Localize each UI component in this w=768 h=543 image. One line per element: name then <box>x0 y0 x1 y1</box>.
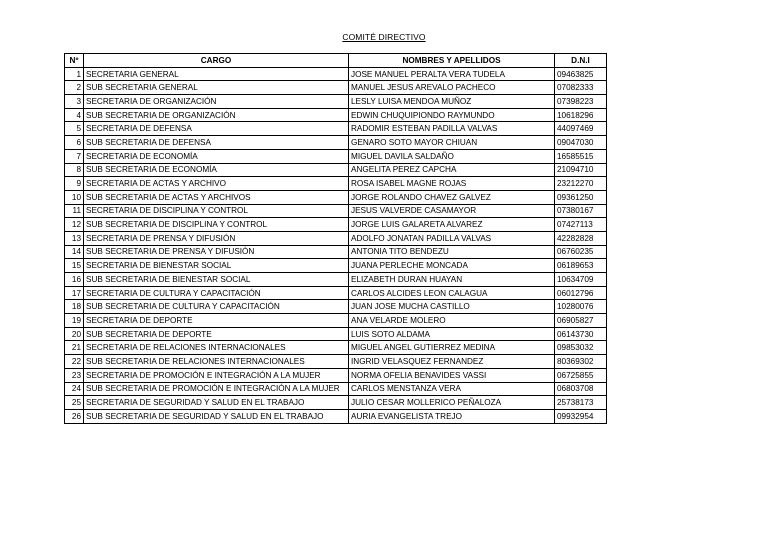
dni-cell: 09853032 <box>555 341 607 355</box>
nombres-cell: CARLOS MENSTANZA VERA <box>349 382 555 396</box>
dni-cell: 06189653 <box>555 259 607 273</box>
nombres-cell: ELIZABETH DURAN HUAYAN <box>349 273 555 287</box>
cargo-cell: SUB SECRETARIA DE DEPORTE <box>84 327 349 341</box>
dni-cell: 06760235 <box>555 245 607 259</box>
cargo-cell: SUB SECRETARIA DE PROMOCIÓN E INTEGRACIÓN A LA MUJER <box>84 382 349 396</box>
table-row <box>65 259 607 273</box>
nombres-cell: INGRID VELASQUEZ FERNANDEZ <box>349 355 555 369</box>
row-number: 7 <box>65 149 84 163</box>
table-row <box>65 327 607 341</box>
cargo-cell: SECRETARIA DE ECONOMÍA <box>84 149 349 163</box>
nombres-cell: JESUS VALVERDE CASAMAYOR <box>349 204 555 218</box>
dni-cell: 06905827 <box>555 314 607 328</box>
nombres-cell: MIGUEL ANGEL GUTIERREZ MEDINA <box>349 341 555 355</box>
row-number: 11 <box>65 204 84 218</box>
row-number: 22 <box>65 355 84 369</box>
cargo-cell: SECRETARIA GENERAL <box>84 67 349 81</box>
dni-cell: 10280076 <box>555 300 607 314</box>
dni-cell: 06725855 <box>555 368 607 382</box>
row-number: 23 <box>65 368 84 382</box>
cargo-cell: SECRETARIA DE BIENESTAR SOCIAL <box>84 259 349 273</box>
cargo-cell: SECRETARIA DE SEGURIDAD Y SALUD EN EL TRABAJO <box>84 396 349 410</box>
cargo-cell: SUB SECRETARIA DE DISCIPLINA Y CONTROL <box>84 218 349 232</box>
table-row <box>65 341 607 355</box>
dni-cell: 06143730 <box>555 327 607 341</box>
table-row <box>65 273 607 287</box>
nombres-cell: GENARO SOTO MAYOR CHIUAN <box>349 136 555 150</box>
row-number: 5 <box>65 122 84 136</box>
dni-cell: 09463825 <box>555 67 607 81</box>
dni-cell: 21094710 <box>555 163 607 177</box>
dni-cell: 06012796 <box>555 286 607 300</box>
dni-cell: 10634709 <box>555 273 607 287</box>
nombres-cell: ANA VELARDE MOLERO <box>349 314 555 328</box>
row-number: 14 <box>65 245 84 259</box>
cargo-cell: SECRETARIA DE ACTAS Y ARCHIVO <box>84 177 349 191</box>
dni-cell: 10618296 <box>555 108 607 122</box>
cargo-cell: SECRETARIA DE ORGANIZACIÓN <box>84 95 349 109</box>
table-row <box>65 409 607 423</box>
cargo-cell: SUB SECRETARIA DE ACTAS Y ARCHIVOS <box>84 190 349 204</box>
table-row <box>65 108 607 122</box>
row-number: 24 <box>65 382 84 396</box>
row-number: 15 <box>65 259 84 273</box>
row-number: 17 <box>65 286 84 300</box>
cargo-cell: SECRETARIA DE DEPORTE <box>84 314 349 328</box>
row-number: 3 <box>65 95 84 109</box>
nombres-cell: LUIS SOTO ALDAMA <box>349 327 555 341</box>
row-number: 16 <box>65 273 84 287</box>
table-row <box>65 286 607 300</box>
nombres-cell: JORGE LUIS GALARETA ALVAREZ <box>349 218 555 232</box>
row-number: 6 <box>65 136 84 150</box>
dni-cell: 23212270 <box>555 177 607 191</box>
row-number: 4 <box>65 108 84 122</box>
nombres-cell: ANGELITA PEREZ CAPCHA <box>349 163 555 177</box>
cargo-cell: SUB SECRETARIA DE SEGURIDAD Y SALUD EN EL TRABAJO <box>84 409 349 423</box>
table-row <box>65 314 607 328</box>
cargo-cell: SECRETARIA DE PROMOCIÓN E INTEGRACIÓN A LA MUJER <box>84 368 349 382</box>
nombres-cell: JUAN JOSE MUCHA CASTILLO <box>349 300 555 314</box>
nombres-cell: MANUEL JESUS AREVALO PACHECO <box>349 81 555 95</box>
row-number: 19 <box>65 314 84 328</box>
table-row <box>65 368 607 382</box>
nombres-cell: MIGUEL DAVILA SALDAÑO <box>349 149 555 163</box>
cargo-cell: SUB SECRETARIA DE DEFENSA <box>84 136 349 150</box>
dni-cell: 07427113 <box>555 218 607 232</box>
cargo-cell: SECRETARIA DE RELACIONES INTERNACIONALES <box>84 341 349 355</box>
cargo-cell: SUB SECRETARIA GENERAL <box>84 81 349 95</box>
nombres-cell: JULIO CESAR MOLLERICO PEÑALOZA <box>349 396 555 410</box>
row-number: 1 <box>65 67 84 81</box>
row-number: 13 <box>65 231 84 245</box>
table-row <box>65 300 607 314</box>
nombres-cell: LESLY LUISA MENDOA MUÑOZ <box>349 95 555 109</box>
header-num: Nº <box>65 54 84 68</box>
cargo-cell: SUB SECRETARIA DE PRENSA Y DIFUSIÓN <box>84 245 349 259</box>
row-number: 10 <box>65 190 84 204</box>
row-number: 2 <box>65 81 84 95</box>
cargo-cell: SUB SECRETARIA DE RELACIONES INTERNACIONALES <box>84 355 349 369</box>
nombres-cell: JORGE ROLANDO CHAVEZ GALVEZ <box>349 190 555 204</box>
nombres-cell: ANTONIA TITO BENDEZU <box>349 245 555 259</box>
table-row <box>65 163 607 177</box>
cargo-cell: SUB SECRETARIA DE CULTURA Y CAPACITACIÓN <box>84 300 349 314</box>
nombres-cell: NORMA OFELIA BENAVIDES VASSI <box>349 368 555 382</box>
nombres-cell: RADOMIR ESTEBAN PADILLA VALVAS <box>349 122 555 136</box>
dni-cell: 09047030 <box>555 136 607 150</box>
dni-cell: 16585515 <box>555 149 607 163</box>
dni-cell: 44097469 <box>555 122 607 136</box>
nombres-cell: AURIA EVANGELISTA TREJO <box>349 409 555 423</box>
row-number: 12 <box>65 218 84 232</box>
dni-cell: 09932954 <box>555 409 607 423</box>
table-row <box>65 122 607 136</box>
table-row <box>65 204 607 218</box>
dni-cell: 25738173 <box>555 396 607 410</box>
table-row <box>65 190 607 204</box>
table-row <box>65 81 607 95</box>
row-number: 21 <box>65 341 84 355</box>
cargo-cell: SUB SECRETARIA DE BIENESTAR SOCIAL <box>84 273 349 287</box>
row-number: 25 <box>65 396 84 410</box>
dni-cell: 09361250 <box>555 190 607 204</box>
nombres-cell: JOSE MANUEL PERALTA VERA TUDELA <box>349 67 555 81</box>
table-row <box>65 355 607 369</box>
table-row <box>65 95 607 109</box>
table-row <box>65 218 607 232</box>
table-row <box>65 231 607 245</box>
row-number: 8 <box>65 163 84 177</box>
table-row <box>65 136 607 150</box>
cargo-cell: SUB SECRETARIA DE ECONOMÍA <box>84 163 349 177</box>
table-header-row <box>65 54 607 68</box>
row-number: 18 <box>65 300 84 314</box>
table-row <box>65 149 607 163</box>
cargo-cell: SECRETARIA DE DISCIPLINA Y CONTROL <box>84 204 349 218</box>
dni-cell: 06803708 <box>555 382 607 396</box>
dni-cell: 42282828 <box>555 231 607 245</box>
nombres-cell: EDWIN CHUQUIPIONDO RAYMUNDO <box>349 108 555 122</box>
nombres-cell: ADOLFO JONATAN PADILLA VALVAS <box>349 231 555 245</box>
dni-cell: 07380167 <box>555 204 607 218</box>
cargo-cell: SUB SECRETARIA DE ORGANIZACIÓN <box>84 108 349 122</box>
table-row <box>65 382 607 396</box>
page-title: COMITÉ DIRECTIVO <box>342 32 426 42</box>
dni-cell: 07398223 <box>555 95 607 109</box>
dni-cell: 07082333 <box>555 81 607 95</box>
cargo-cell: SECRETARIA DE PRENSA Y DIFUSIÓN <box>84 231 349 245</box>
table-body <box>65 67 607 423</box>
row-number: 9 <box>65 177 84 191</box>
table-row <box>65 245 607 259</box>
nombres-cell: JUANA PERLECHE MONCADA <box>349 259 555 273</box>
header-cargo: CARGO <box>84 54 349 68</box>
nombres-cell: ROSA ISABEL MAGNE ROJAS <box>349 177 555 191</box>
row-number: 20 <box>65 327 84 341</box>
committee-table <box>64 53 607 424</box>
cargo-cell: SECRETARIA DE DEFENSA <box>84 122 349 136</box>
row-number: 26 <box>65 409 84 423</box>
table-row <box>65 396 607 410</box>
nombres-cell: CARLOS ALCIDES LEON CALAGUA <box>349 286 555 300</box>
dni-cell: 80369302 <box>555 355 607 369</box>
table-row <box>65 67 607 81</box>
table-row <box>65 177 607 191</box>
header-nombres: NOMBRES Y APELLIDOS <box>349 54 555 68</box>
header-dni: D.N.I <box>555 54 607 68</box>
cargo-cell: SECRETARIA DE CULTURA Y CAPACITACIÓN <box>84 286 349 300</box>
